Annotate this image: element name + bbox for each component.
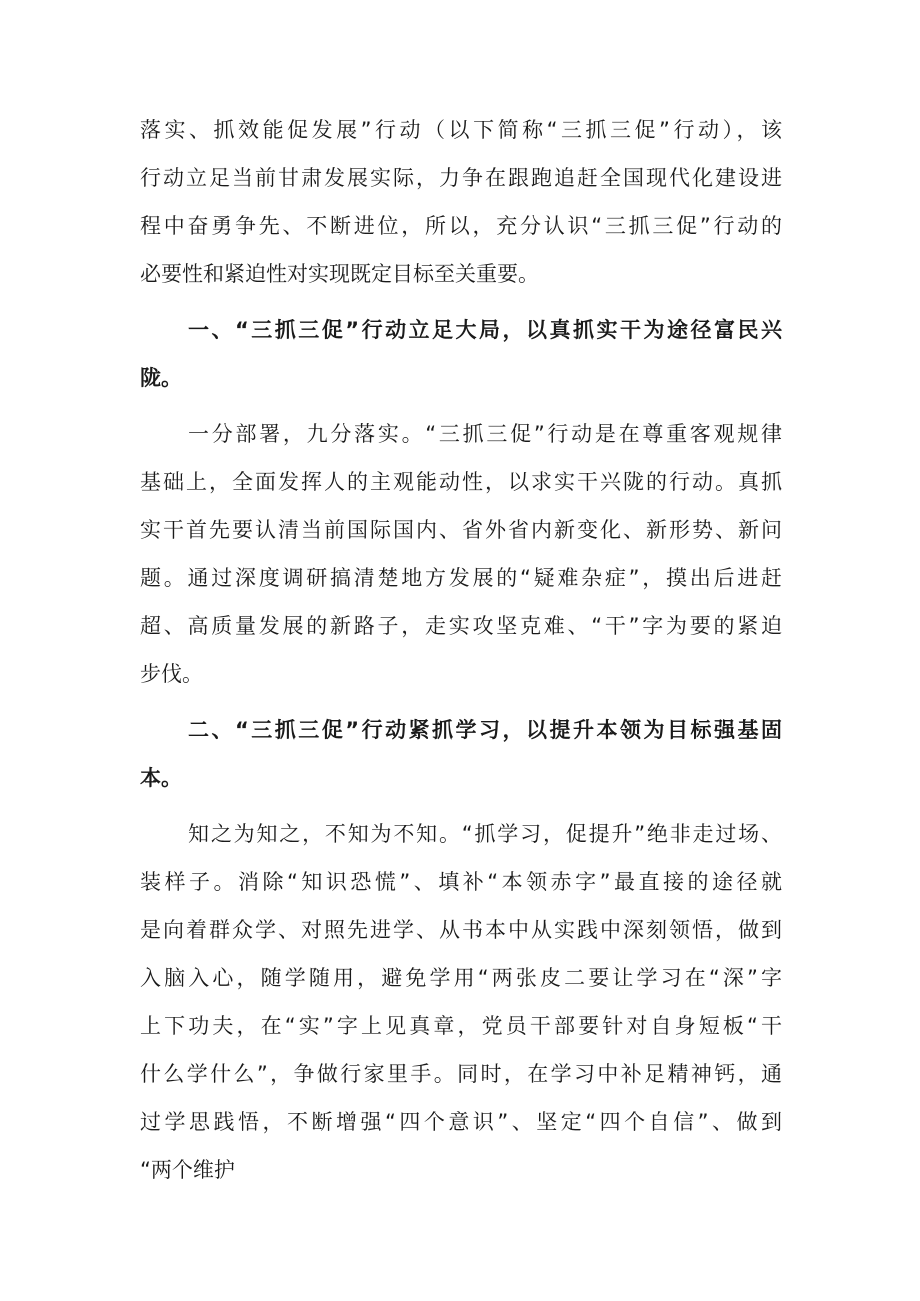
paragraph-1-line-3: 实干首先要认清当前国际国内、省外省内新变化、新形势、新问 <box>140 518 782 542</box>
paragraph-2-line-5: 上下功夫，在“实”字上见真章，党员干部要针对自身短板“干 <box>140 1014 782 1038</box>
paragraph-2-line-3: 是向着群众学、对照先进学、从书本中从实践中深刻领悟，做到 <box>140 918 782 942</box>
intro-line-1: 落实、抓效能促发展”行动（以下简称“三抓三促”行动），该 <box>140 118 782 142</box>
paragraph-1-line-1: 一分部署，九分落实。“三抓三促”行动是在尊重客观规律 <box>188 422 782 446</box>
paragraph-2-line-1: 知之为知之，不知为不知。“抓学习，促提升”绝非走过场、 <box>188 822 782 846</box>
intro-line-4: 必要性和紧迫性对实现既定目标至关重要。 <box>140 262 539 286</box>
heading-2-line-2: 本。 <box>140 766 182 790</box>
heading-1-line-2: 陇。 <box>140 366 182 390</box>
paragraph-2-line-4: 入脑入心，随学随用，避免学用“两张皮二要让学习在“深”字 <box>140 966 782 990</box>
heading-1-line-1: 一、“三抓三促”行动立足大局，以真抓实干为途径富民兴 <box>188 318 782 342</box>
intro-line-2: 行动立足当前甘肃发展实际，力争在跟跑追赶全国现代化建设进 <box>140 166 782 190</box>
paragraph-2-line-6: 什么学什么”，争做行家里手。同时，在学习中补足精神钙，通 <box>140 1062 782 1086</box>
heading-2-line-1: 二、“三抓三促”行动紧抓学习，以提升本领为目标强基固 <box>188 718 782 742</box>
paragraph-2-line-7: 过学思践悟，不断增强“四个意识”、坚定“四个自信”、做到 <box>140 1110 782 1134</box>
paragraph-2-line-2: 装样子。消除“知识恐慌”、填补“本领赤字”最直接的途径就 <box>140 870 782 894</box>
paragraph-1-line-5: 超、高质量发展的新路子，走实攻坚克难、“干”字为要的紧迫 <box>140 614 782 638</box>
paragraph-1-line-4: 题。通过深度调研搞清楚地方发展的“疑难杂症”，摸出后进赶 <box>140 566 782 590</box>
intro-line-3: 程中奋勇争先、不断进位，所以，充分认识“三抓三促”行动的 <box>140 214 782 238</box>
paragraph-2-line-8: “两个维护 <box>140 1158 235 1182</box>
paragraph-1-line-6: 步伐。 <box>140 662 203 686</box>
paragraph-1-line-2: 基础上，全面发挥人的主观能动性，以求实干兴陇的行动。真抓 <box>140 470 782 494</box>
